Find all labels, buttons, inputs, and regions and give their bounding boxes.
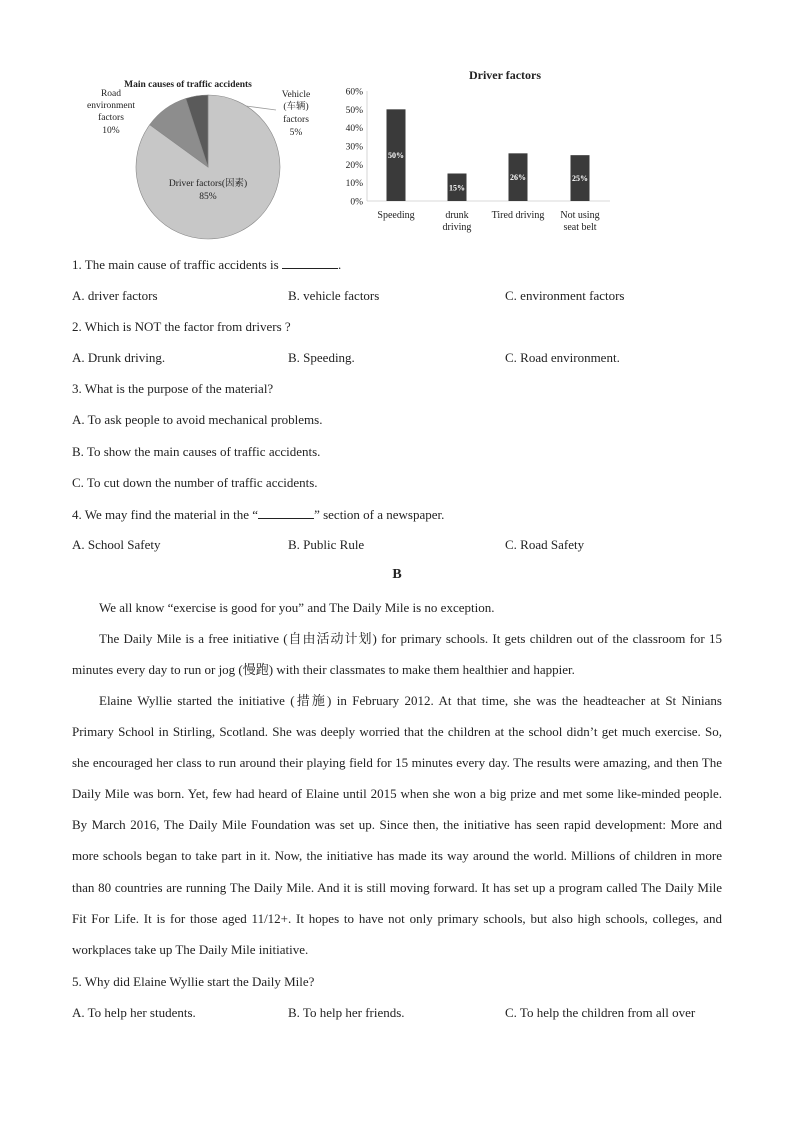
bar-y-tick-label: 0% bbox=[350, 197, 363, 208]
pie-label-road-3: factors bbox=[98, 113, 124, 123]
pie-label-road-2: environment bbox=[86, 101, 136, 111]
bar-value-label: 50% bbox=[388, 151, 404, 161]
q4-stem-text: 4. We may find the material in the “ bbox=[72, 507, 259, 522]
pie-label-vehicle-1: Vehicle bbox=[281, 90, 311, 100]
bar-series bbox=[387, 109, 590, 201]
q1-stem-text: 1. The main cause of traffic accidents is bbox=[72, 257, 279, 272]
q3-option-a: A. To ask people to avoid mechanical problems. bbox=[72, 412, 323, 427]
pie-label-driver-pct: 85% bbox=[199, 192, 217, 202]
bar-y-axis bbox=[346, 88, 364, 208]
bar-y-tick-label: 50% bbox=[345, 105, 363, 116]
bar-y-tick-label: 20% bbox=[345, 160, 363, 171]
q5-option-b: B. To help her friends. bbox=[288, 1005, 405, 1020]
q3-option-c: C. To cut down the number of traffic accidents. bbox=[72, 475, 318, 490]
bar-category-label: seat belt bbox=[563, 222, 597, 233]
q1-option-a: A. driver factors bbox=[72, 288, 158, 303]
section-b-paragraph-1: We all know “exercise is good for you” and The Daily Mile is no exception. bbox=[99, 600, 495, 615]
pie-slices bbox=[136, 95, 280, 239]
q4-stem-end: ” section of a newspaper. bbox=[314, 507, 445, 522]
bar-category-label: driving bbox=[442, 222, 472, 233]
bar-value-label: 15% bbox=[449, 183, 465, 193]
bar-category-label: Tired driving bbox=[491, 210, 545, 221]
q3-stem: 3. What is the purpose of the material? bbox=[72, 381, 274, 396]
q5-option-a: A. To help her students. bbox=[72, 1005, 196, 1020]
q5-option-c: C. To help the children from all over bbox=[505, 1005, 696, 1020]
bar-chart-title: Driver factors bbox=[468, 68, 542, 82]
q1-option-b: B. vehicle factors bbox=[288, 288, 380, 303]
q1-stem-end: . bbox=[337, 257, 342, 272]
bar-chart bbox=[330, 62, 620, 240]
pie-label-vehicle-3: factors bbox=[283, 115, 309, 125]
section-b-paragraph-2: The Daily Mile is a free initiative (自由活动计划) for primary schools. It gets children out of the classroom for 15 minutes every day to run or jog (慢跑) with their classmates to make them healthier and happier. bbox=[72, 631, 722, 678]
bar-y-tick-label: 30% bbox=[345, 142, 363, 153]
bar-y-tick-label: 60% bbox=[345, 87, 363, 98]
bar-value-label: 25% bbox=[572, 174, 588, 184]
q2-option-a: A. Drunk driving. bbox=[72, 350, 166, 365]
bar-category-label: Not using bbox=[560, 210, 600, 221]
pie-label-road-1: Road bbox=[100, 89, 122, 99]
q2-stem: 2. Which is NOT the factor from drivers ? bbox=[72, 319, 291, 334]
bar-value-label: 26% bbox=[510, 173, 526, 183]
q2-option-b: B. Speeding. bbox=[288, 350, 355, 365]
q1-option-c: C. environment factors bbox=[505, 288, 625, 303]
q5-stem: 5. Why did Elaine Wyllie start the Daily Mile? bbox=[72, 974, 315, 989]
pie-label-road-pct: 10% bbox=[102, 126, 120, 136]
pie-label-driver: Driver factors(因素) bbox=[168, 179, 248, 189]
q4-blank bbox=[258, 506, 314, 519]
q1-blank bbox=[282, 256, 338, 269]
pie-label-vehicle-2: (车辆) bbox=[283, 102, 309, 112]
pie-label-vehicle-pct: 5% bbox=[289, 128, 303, 138]
bar-y-tick-label: 40% bbox=[345, 124, 363, 135]
q4-stem bbox=[72, 506, 444, 523]
q3-option-b: B. To show the main causes of traffic accidents. bbox=[72, 444, 321, 459]
q1-stem bbox=[72, 256, 341, 273]
q2-option-c: C. Road environment. bbox=[505, 350, 620, 365]
section-b-paragraph-3: Elaine Wyllie started the initiative (措施) in February 2012. At that time, she was the headteacher at St Ninians Primary School in Stirling, Scotland. She was deeply worried that the children at the school didn’t get much exercise. So, she encouraged her class to run around their playing field for 15 minutes every day. The results were amazing, and then The Daily Mile was born. Yet, few had heard of Elaine until 2015 when she won a big prize and met some like-minded people. By March 2016, The Daily Mile Foundation was set up. Since then, the initiative has seen rapid development: More and more schools began to take part in it. Now, the initiative has made its way around the world. Millions of children in more than 80 countries are running The Daily Mile. And it is still moving forward. It has set up a program called The Daily Mile Fit For Life. It is for those aged 11/12+. It hopes to have not only primary schools, but also high schools, colleges, and workplaces take up The Daily Mile initiative. bbox=[72, 693, 722, 957]
bar-x-axis bbox=[377, 210, 599, 233]
q4-option-a: A. School Safety bbox=[72, 537, 161, 552]
bar-y-tick-label: 10% bbox=[345, 179, 363, 190]
pie-chart bbox=[78, 72, 328, 244]
pie-title: Main causes of traffic accidents bbox=[124, 80, 252, 90]
bar-category-label: drunk bbox=[445, 210, 469, 221]
q4-option-c: C. Road Safety bbox=[505, 537, 585, 552]
section-b-heading: B bbox=[392, 567, 402, 582]
bar-category-label: Speeding bbox=[377, 210, 415, 221]
q4-option-b: B. Public Rule bbox=[288, 537, 365, 552]
